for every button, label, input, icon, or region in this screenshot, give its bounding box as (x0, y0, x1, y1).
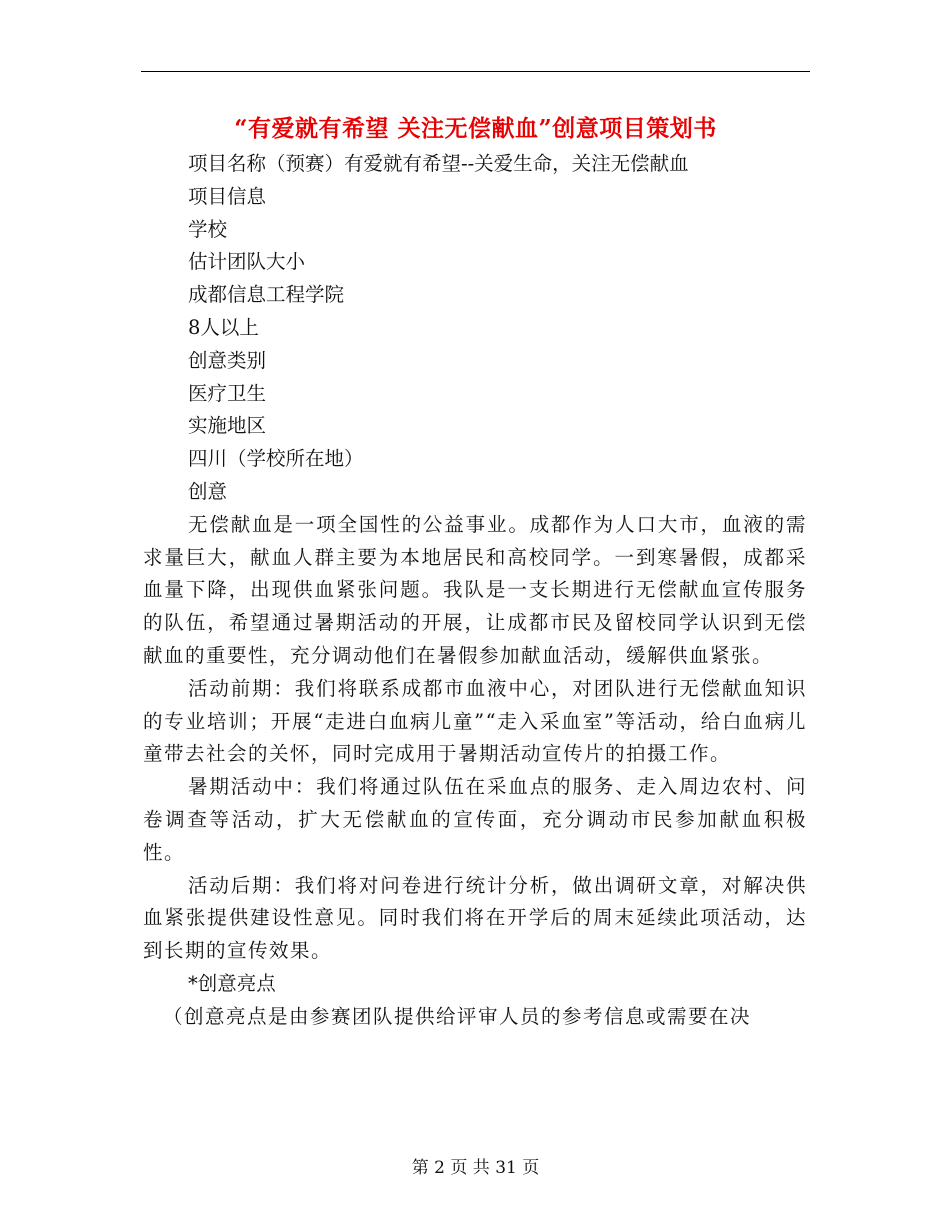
school-label: 学校 (188, 217, 228, 241)
school-value: 成都信息工程学院 (188, 283, 345, 307)
document-body (143, 148, 807, 1034)
highlight-heading: *创意亮点 (188, 971, 276, 995)
header-rule (141, 71, 810, 72)
document-title: “有爱就有希望 关注无偿献血”创意项目策划书 (234, 115, 717, 142)
region-label: 实施地区 (188, 414, 267, 438)
idea-label: 创意 (188, 479, 228, 503)
summer-activity-paragraph: 暑期活动中：我们将通过队伍在采血点的服务、走入周边农村、问卷调查等活动，扩大无偿献血的宣传面，充分调动市民参加献血积极性。 (143, 775, 807, 864)
project-name-line: 项目名称（预赛）有爱就有希望--关爱生命，关注无偿献血 (188, 152, 689, 175)
idea-paragraph: 无偿献血是一项全国性的公益事业。成都作为人口大市，血液的需求量巨大，献血人群主要为本地居民和高校同学。一到寒暑假，成都采血量下降，出现供血紧张问题。我队是一支长期进行无偿献血宣传服务的队伍，希望通过暑期活动的开展，让成都市民及留校同学认识到无偿献血的重要性，充分调动他们在暑假参加献血活动，缓解供血紧张。 (143, 512, 807, 667)
region-value: 四川（学校所在地） (188, 447, 364, 471)
post-activity-paragraph: 活动后期：我们将对问卷进行统计分析，做出调研文章，对解决供血紧张提供建设性意见。同时我们将在开学后的周末延续此项活动，达到长期的宣传效果。 (143, 873, 807, 963)
category-label: 创意类别 (188, 348, 267, 372)
highlight-note: （创意亮点是由参赛团队提供给评审人员的参考信息或需要在决 (163, 1004, 752, 1028)
team-size-label: 估计团队大小 (188, 250, 306, 274)
category-value: 医疗卫生 (188, 381, 267, 405)
pre-activity-paragraph: 活动前期：我们将联系成都市血液中心，对团队进行无偿献血知识的专业培训；开展“走进白血病儿童”“走入采血室”等活动，给白血病儿童带去社会的关怀，同时完成用于暑期活动宣传片的拍摄工作。 (143, 676, 807, 766)
team-size-value: 8人以上 (188, 315, 259, 339)
page-number-footer: 第 2 页 共 31 页 (411, 1158, 540, 1178)
project-info-label: 项目信息 (188, 184, 267, 208)
